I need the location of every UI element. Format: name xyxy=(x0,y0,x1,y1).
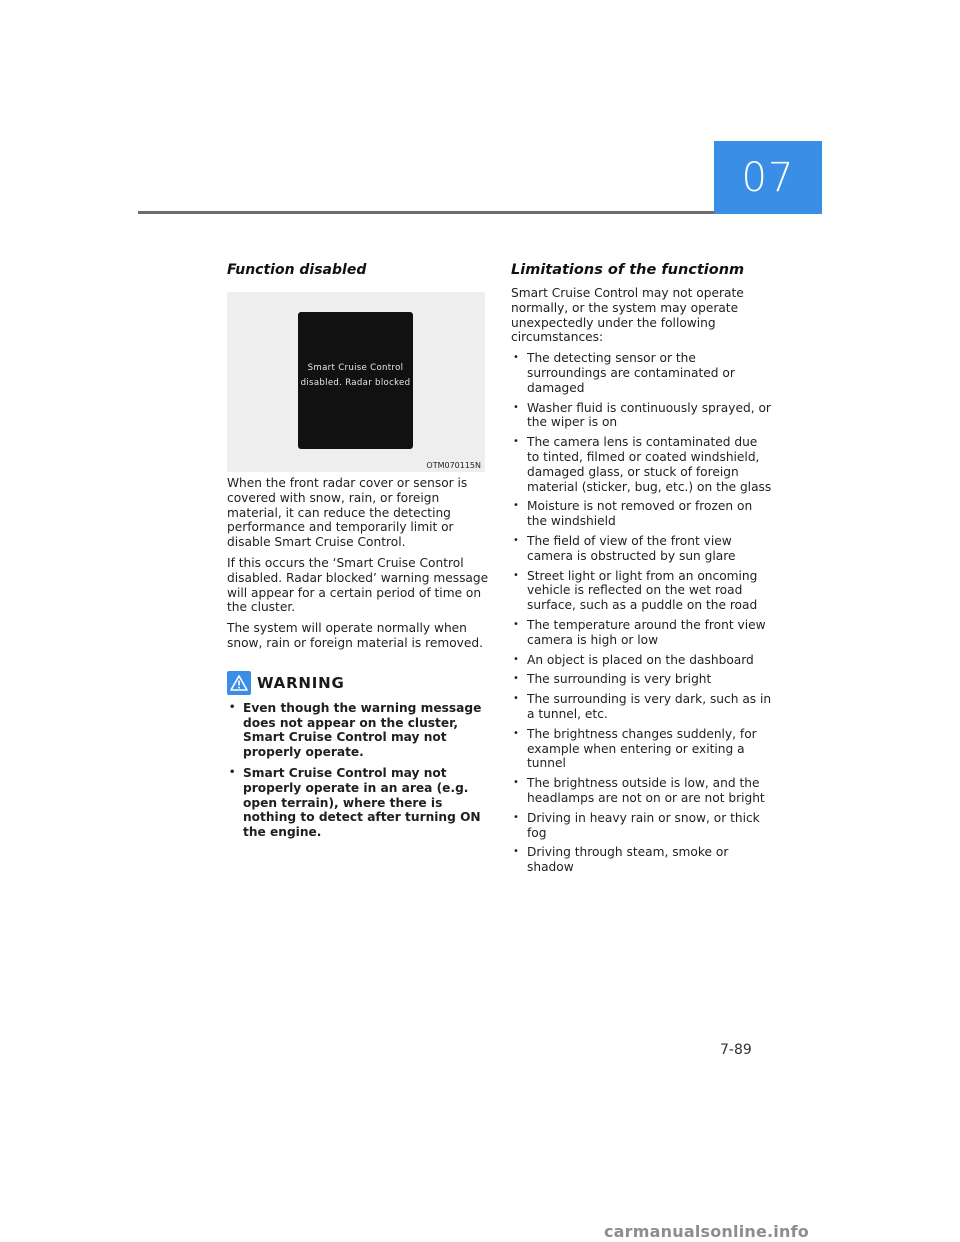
chapter-number: 07 xyxy=(741,154,795,201)
watermark-link[interactable]: carmanualsonline.info xyxy=(604,1222,809,1241)
cluster-message-line1: Smart Cruise Control xyxy=(307,362,404,373)
warning-item: • Smart Cruise Control may not properly operate in an area (e.g. open terrain), where there is nothing to detect after turning ON the engine. xyxy=(229,765,481,840)
chapter-tab xyxy=(714,141,822,214)
list-item: • The brightness outside is low, and the headlamps are not on or are not bright xyxy=(513,776,765,805)
figure-code: OTM070115N xyxy=(426,461,481,470)
list-item: • The brightness changes suddenly, for example when entering or exiting a tunnel xyxy=(513,726,757,771)
warning-item: • Even though the warning message does not appear on the cluster, Smart Cruise Control may not properly operate. xyxy=(229,700,482,760)
list-item: • Driving in heavy rain or snow, or thick fog xyxy=(513,810,760,840)
cluster-message xyxy=(301,361,411,391)
limitations-list xyxy=(511,351,773,875)
warning-triangle-icon xyxy=(227,671,251,695)
warning-box xyxy=(227,671,489,840)
paragraph: The system will operate normally when snow, rain or foreign material is removed. xyxy=(227,621,484,650)
list-item: • The detecting sensor or the surroundings are contaminated or damaged xyxy=(513,351,735,395)
section-title-limitations: Limitations of the functionm xyxy=(511,262,745,278)
right-column xyxy=(511,262,773,880)
warning-title: WARNING xyxy=(257,673,345,692)
list-item: • Moisture is not removed or frozen on the windshield xyxy=(513,499,753,529)
section-title-function-disabled: Function disabled xyxy=(227,262,367,278)
paragraph: If this occurs the ‘Smart Cruise Control disabled. Radar blocked’ warning message will appear for a certain period of time on the cluster. xyxy=(227,555,489,615)
list-item: • The camera lens is contaminated due to tinted, filmed or coated windshield, damaged glass, or stuck of foreign material (sticker, bug, etc.) on the glass xyxy=(513,435,772,494)
list-item: • Washer fluid is continuously sprayed, or the wiper is on xyxy=(513,400,771,430)
cluster-message-line2: disabled. Radar blocked xyxy=(300,377,411,388)
left-column xyxy=(227,262,489,846)
list-item: • Driving through steam, smoke or shadow xyxy=(513,845,729,875)
paragraph: When the front radar cover or sensor is covered with snow, rain, or foreign material, it can reduce the detecting performance and temporarily limit or disable Smart Cruise Control. xyxy=(227,476,468,550)
list-item: • Street light or light from an oncoming vehicle is reflected on the wet road surface, such as a puddle on the road xyxy=(513,568,758,613)
list-item: • The temperature around the front view camera is high or low xyxy=(513,617,766,647)
list-item: • The surrounding is very bright xyxy=(513,672,712,687)
warning-header xyxy=(227,671,489,695)
list-item: • The surrounding is very dark, such as in a tunnel, etc. xyxy=(513,692,772,721)
intro-paragraph: Smart Cruise Control may not operate normally, or the system may operate unexpectedly under the following circumstances: xyxy=(511,286,744,345)
list-item: • The field of view of the front view camera is obstructed by sun glare xyxy=(513,533,736,563)
warning-list xyxy=(227,701,489,840)
list-item: • An object is placed on the dashboard xyxy=(513,652,754,667)
cluster-screen xyxy=(298,312,413,449)
cluster-figure xyxy=(227,292,485,472)
header-rule xyxy=(138,211,714,214)
page-number: 7-89 xyxy=(720,1042,752,1058)
